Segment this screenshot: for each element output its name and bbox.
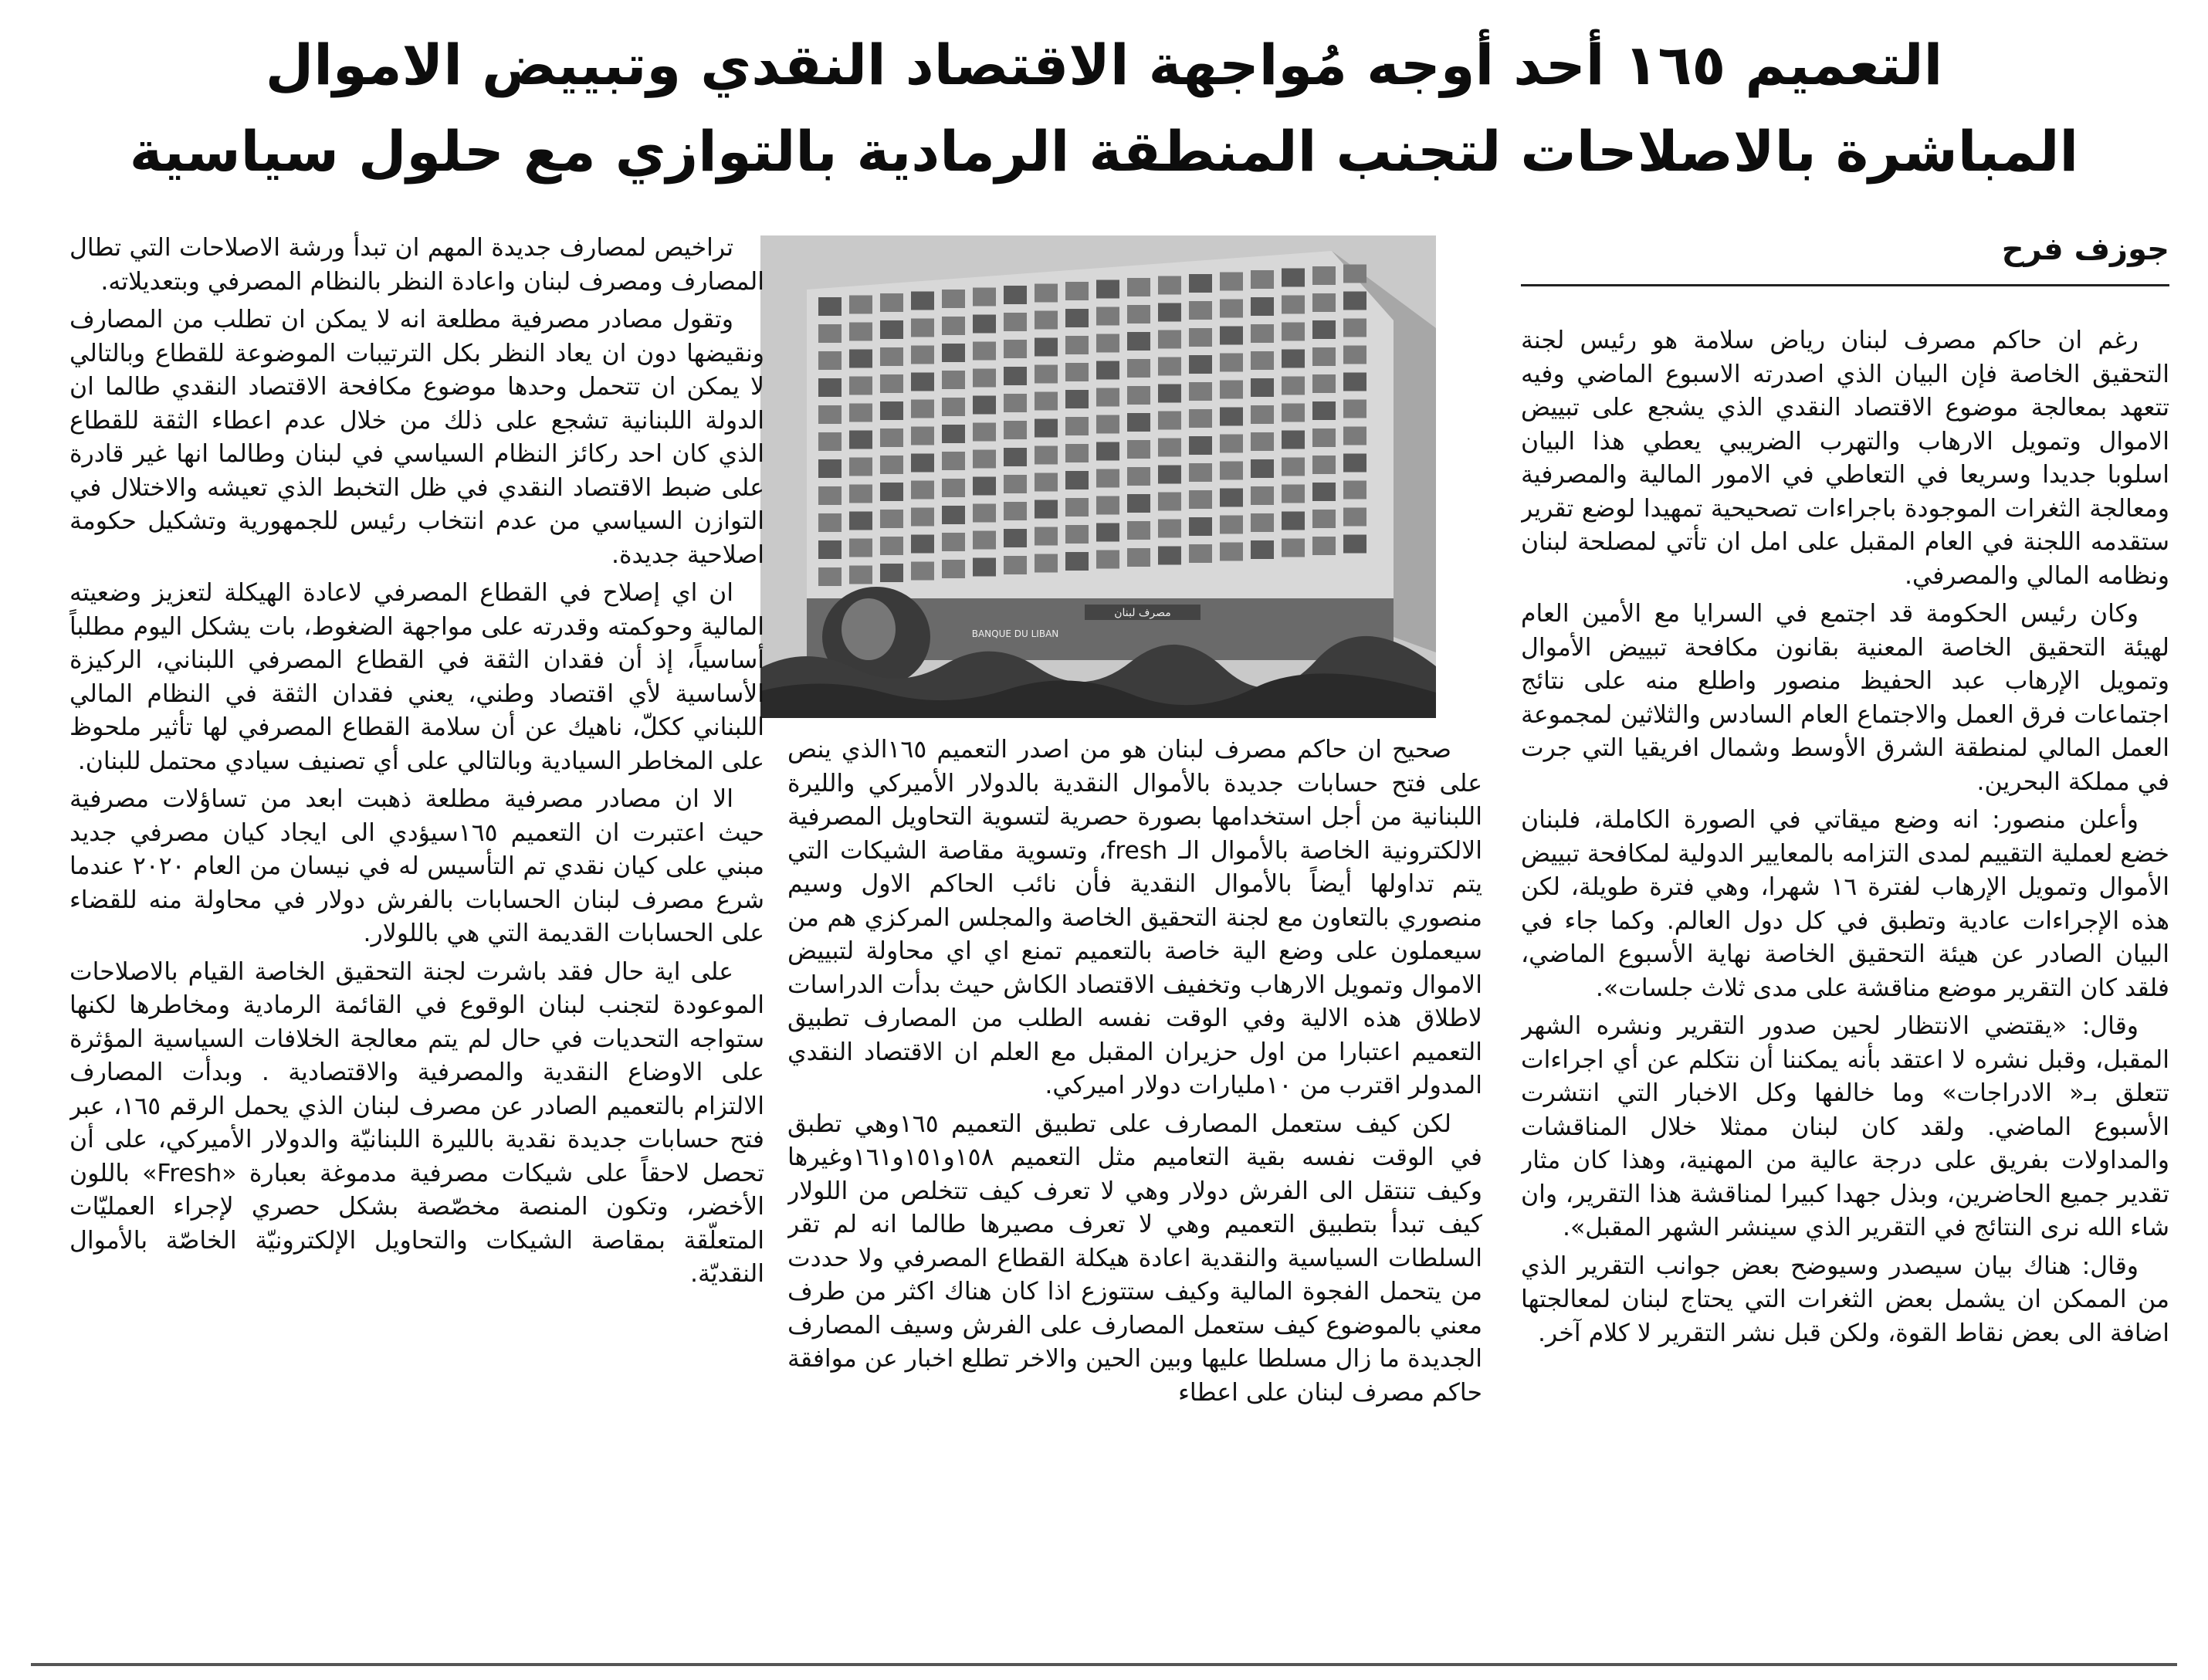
building-window xyxy=(1343,265,1366,283)
building-window xyxy=(1312,266,1336,285)
building-window xyxy=(942,479,965,497)
building-window xyxy=(1035,392,1058,411)
building-window xyxy=(1343,508,1366,527)
building-window xyxy=(1127,548,1150,567)
building-window xyxy=(942,533,965,551)
building-window xyxy=(1312,347,1336,366)
building-window xyxy=(1065,336,1089,354)
building-window xyxy=(880,564,903,582)
banque-du-liban-building-photo xyxy=(760,235,1436,718)
building-window xyxy=(1220,327,1243,345)
building-window xyxy=(1282,404,1305,422)
building-window xyxy=(973,558,996,577)
building-window xyxy=(1312,537,1336,555)
building-window xyxy=(973,342,996,361)
building-window xyxy=(1127,386,1150,405)
building-window xyxy=(1096,496,1119,515)
building-sign-french: BANQUE DU LIBAN xyxy=(971,628,1059,639)
building-window xyxy=(911,292,934,310)
building-window xyxy=(1065,282,1089,300)
building-window xyxy=(1312,293,1336,312)
building-window xyxy=(1189,436,1212,455)
paragraph: صحيح ان حاكم مصرف لبنان هو من اصدر التعميم ١٦٥الذي ينص على فتح حسابات جديدة بالأموال النقدية بالدولار الأميركي والليرة اللبنانية من أجل استخدامها بصورة حصرية لتسوية التحاويل المصرفية الالكترونية الخاصة بالأموال الـ fresh، وتسوية مقاصة الشيكات التي يتم تداولها أيضاً بالأموال النقدية فأن نائب الحاكم الاول وسيم منصوري بالتعاون مع لجنة التحقيق الخاصة والمجلس المركزي هم من سيعملون على وضع الية خاصة بالتعميم تمنع اي اي محاولة لتبييض الاموال وتمويل الارهاب وتخفيف الاقتصاد الكاش حيث بدأت الدراسات لاطلاق هذه الالية وفي الوقت نفسه الطلب من المصارف تطبيق التعميم اعتبارا من اول حزيران المقبل مع العلم ان الاقتصاد النقدي المدولر اقترب من ١٠مليارات دولار اميركي. xyxy=(787,736,1482,1099)
building-window xyxy=(1127,440,1150,459)
paragraph: وأعلن منصور: انه وضع ميقاتي في الصورة الكاملة، فلبنان خضع لعملية التقييم لمدى التزامه بالمعايير الدولية لمكافحة تبييض الأموال وتمويل الإرهاب لفترة ١٦ شهرا، وهي فترة طويلة، لكن هذه الإجراءات عادية وتطبق في كل دول العالم. وكما جاء في البيان الصادر عن هيئة التحقيق الخاصة نهاية الأسبوع الماضي، فلقد كان التقرير موضع مناقشة على مدى ثلاث جلسات». xyxy=(1521,806,2169,1002)
building-window xyxy=(1282,431,1305,449)
building-window xyxy=(942,398,965,416)
building-window xyxy=(880,483,903,501)
building-window xyxy=(1189,328,1212,347)
building-window xyxy=(1035,446,1058,465)
building-window xyxy=(1096,469,1119,488)
building-window xyxy=(1251,297,1274,316)
building-window xyxy=(1158,276,1181,295)
paragraph: وتقول مصادر مصرفية مطلعة انه لا يمكن ان تطلب من المصارف ونقيضها دون ان يعاد النظر بكل الترتيبات الموضوعة للقطاع وبالتالي لا يمكن ان تتحمل وحدها موضوع مكافحة الاقتصاد النقدي طالما ان الدولة اللبنانية تشجع على ذلك من خلال عدم اعطاء الثقة للقطاع الذي كان احد ركائز النظام السياسي في لبنان وطالما انها غير قادرة على ضبط الاقتصاد النقدي في ظل التخبط الذي تعيشه والاختلال في التوازن السياسي من عدم انتخاب رئيس للجمهورية وتشكيل حكومة اصلاحية جديدة. xyxy=(69,306,764,569)
building-window xyxy=(942,425,965,443)
building-window xyxy=(1065,444,1089,462)
headline-line-1: التعميم ١٦٥ أحد أوجه مُواجهة الاقتصاد النقدي وتبييض الاموال xyxy=(265,32,1943,97)
building-window xyxy=(880,320,903,339)
building-window xyxy=(1004,313,1027,331)
building-window xyxy=(1220,381,1243,399)
building-window xyxy=(1220,408,1243,426)
building-window xyxy=(1035,419,1058,438)
building-window xyxy=(942,452,965,470)
building-window xyxy=(1220,462,1243,480)
building-window xyxy=(1004,475,1027,493)
building-window xyxy=(1220,543,1243,561)
building-window xyxy=(1312,320,1336,339)
building-window xyxy=(942,317,965,335)
building-window xyxy=(1343,535,1366,554)
building-window xyxy=(973,477,996,496)
building-window xyxy=(1158,466,1181,484)
building-window xyxy=(1282,377,1305,395)
building-window xyxy=(1158,384,1181,403)
paragraph: وقال: «يقتضي الانتظار لحين صدور التقرير ونشره الشهر المقبل، وقبل نشره لا اعتقد بأنه يمكننا أن نتكلم عن أي اجراءات تتعلق بـ« الادراجات» وما خالفها وكل الاخبار التي انتشرت الأسبوع الماضي. ولقد كان لبنان ممثلا خلال المناقشات والمداولات بفريق على درجة عالية من المهنية، وهذا كان مثار تقدير جميع الحاضرين، وبذل جهدا كبيرا لمناقشة هذا التقرير، وان شاء الله نرى النتائج في التقرير الذي سينشر الشهر المقبل». xyxy=(1521,1012,2169,1241)
building-window xyxy=(1343,427,1366,445)
building-window xyxy=(1158,493,1181,511)
building-window xyxy=(1220,273,1243,291)
headline-line-2: المباشرة بالاصلاحات لتجنب المنطقة الرمادية بالتوازي مع حلول سياسية xyxy=(129,119,2079,184)
building-window xyxy=(818,432,842,451)
building-window xyxy=(1127,359,1150,378)
building-window xyxy=(849,431,872,449)
building-window xyxy=(1158,330,1181,349)
building-window xyxy=(880,293,903,312)
building-window xyxy=(1096,280,1119,299)
building-window xyxy=(1127,332,1150,351)
building-window xyxy=(1035,500,1058,519)
building-window xyxy=(1220,354,1243,372)
building-window xyxy=(818,540,842,559)
building-window xyxy=(1282,485,1305,503)
building-window xyxy=(1096,415,1119,434)
building-window xyxy=(1189,517,1212,536)
building-window xyxy=(849,566,872,584)
building-window xyxy=(1343,400,1366,418)
building-window xyxy=(1127,278,1150,296)
paragraph: وقال: هناك بيان سيصدر وسيوضح بعض جوانب التقرير الذي من الممكن ان يشمل بعض الثغرات التي يحتاج لبنان لمعالجتها اضافة الى بعض نقاط القوة، ولكن قبل نشر التقرير لا كلام آخر. xyxy=(1521,1252,2169,1347)
building-window xyxy=(880,347,903,366)
building-window xyxy=(1251,540,1274,559)
building-window xyxy=(1251,459,1274,478)
paragraph: وكان رئيس الحكومة قد اجتمع في السرايا مع الأمين العام لهيئة التحقيق الخاصة المعنية بقانون مكافحة تبييض الأموال وتمويل الإرهاب عبد الحفيظ منصور واطلع منه على نتائج اجتماعات فرق العمل والاجتماع العام السادس والثلاثين لمجموعة العمل المالي لمنطقة الشرق الأوسط وشمال افريقيا التي جرت في مملكة البحرين. xyxy=(1521,600,2169,796)
building-window xyxy=(1220,435,1243,453)
building-window xyxy=(1065,309,1089,327)
building-window xyxy=(849,377,872,395)
building-window xyxy=(1127,494,1150,513)
building-window xyxy=(1312,428,1336,447)
building-window xyxy=(818,513,842,532)
building-window xyxy=(973,423,996,442)
building-window xyxy=(1035,311,1058,330)
building-window xyxy=(1158,357,1181,376)
building-window xyxy=(1312,456,1336,474)
building-window xyxy=(1282,512,1305,530)
building-window xyxy=(1127,305,1150,323)
building-window xyxy=(911,400,934,418)
building-window xyxy=(1004,286,1027,304)
building-window xyxy=(1004,394,1027,412)
building-window xyxy=(1251,351,1274,370)
building-window xyxy=(911,427,934,445)
building-window xyxy=(911,562,934,581)
building-window xyxy=(942,290,965,308)
headline xyxy=(93,22,2115,195)
building-window xyxy=(1189,409,1212,428)
building-window xyxy=(1220,300,1243,318)
building-window xyxy=(1035,338,1058,357)
building-window xyxy=(849,485,872,503)
building-window xyxy=(973,531,996,550)
building-window xyxy=(1035,554,1058,573)
building-window xyxy=(1282,458,1305,476)
building-window xyxy=(1158,412,1181,430)
building-window xyxy=(849,512,872,530)
building-window xyxy=(1035,527,1058,546)
building-window xyxy=(973,369,996,388)
page-bottom-rule xyxy=(31,1663,2177,1666)
building-window xyxy=(880,401,903,420)
paragraph: ان اي إصلاح في القطاع المصرفي لاعادة الهيكلة لتعزيز وضعيته المالية وحوكمته وقدرته على مواجهة الضغوط، بات يشكل اليوم مطلباً أساسياً، إذ أن فقدان الثقة في القطاع المصرفي اللبناني، الركيزة الأساسية لأي اقتصاد وطني، يعني فقدان الثقة في النظام المالي اللبناني ككلّ، ناهيك عن أن سلامة القطاع المصرفي لها تأثير ملحوظ على المخاطر السيادية وبالتالي على أي تصنيف سيادي محتمل للبنان. xyxy=(69,579,764,775)
building-window xyxy=(942,560,965,578)
building-window xyxy=(1282,350,1305,368)
byline: جوزف فرح xyxy=(2001,232,2169,267)
building-window xyxy=(880,456,903,474)
building-window xyxy=(1004,367,1027,385)
article-column-right xyxy=(1521,324,2169,1660)
building-window xyxy=(849,296,872,314)
building-window xyxy=(942,371,965,389)
building-window xyxy=(911,373,934,391)
building-window xyxy=(1065,525,1089,544)
building-sign: مصرف لبنان xyxy=(1114,607,1171,619)
building-window xyxy=(1282,539,1305,557)
building-window xyxy=(1035,473,1058,492)
building-window xyxy=(1096,388,1119,407)
building-window xyxy=(1127,467,1150,486)
article-column-middle xyxy=(787,733,1482,1660)
building-window xyxy=(1251,513,1274,532)
building-window xyxy=(1127,521,1150,540)
paragraph: تراخيص لمصارف جديدة المهم ان تبدأ ورشة الاصلاحات التي تطال المصارف ومصرف لبنان واعادة النظر بالنظام المصرفي وبتعديلاته. xyxy=(69,234,764,296)
building-window xyxy=(911,454,934,472)
building-window xyxy=(880,428,903,447)
building-window xyxy=(1251,270,1274,289)
building-window xyxy=(1096,361,1119,380)
building-window xyxy=(1343,319,1366,337)
building-window xyxy=(1065,417,1089,435)
building-window xyxy=(1189,274,1212,293)
building-window xyxy=(818,378,842,397)
building-window xyxy=(1158,520,1181,538)
building-window xyxy=(880,537,903,555)
building-window xyxy=(1065,390,1089,408)
building-window xyxy=(1065,363,1089,381)
building-window xyxy=(942,344,965,362)
building-window xyxy=(1189,463,1212,482)
building-window xyxy=(1220,489,1243,507)
building-window xyxy=(1189,301,1212,320)
building-window xyxy=(818,405,842,424)
building-window xyxy=(1312,374,1336,393)
building-window xyxy=(849,323,872,341)
building-window xyxy=(1343,373,1366,391)
building-window xyxy=(849,539,872,557)
paragraph: رغم ان حاكم مصرف لبنان رياض سلامة هو رئيس لجنة التحقيق الخاصة فإن البيان الذي اصدرته الاسبوع الماضي وفيه تتعهد بمعالجة موضوع الاقتصاد النقدي الذي يشجع على تبييض الاموال وتمويل الارهاب والتهرب الضريبي يعطي هذا البيان اسلوبا جديدا وسريعا في التعاطي في الامور المالية والمصرفية ومعالجة الثغرات الموجودة باجراءات تصحيحية تمهيدا لوضع تقرير ستقدمه اللجنة في العام المقبل على امل ان تأتي لمصلحة لبنان ونظامه المالي والمصرفي. xyxy=(1521,327,2169,590)
building-window xyxy=(973,450,996,469)
building-window xyxy=(1189,490,1212,509)
building-window xyxy=(1343,454,1366,472)
building-window xyxy=(818,297,842,316)
building-window xyxy=(1065,498,1089,517)
building-window xyxy=(1251,486,1274,505)
building-window xyxy=(1189,355,1212,374)
building-window xyxy=(1220,516,1243,534)
building-window xyxy=(1158,303,1181,322)
building-window xyxy=(1282,269,1305,287)
building-window xyxy=(973,396,996,415)
building-window xyxy=(1158,547,1181,565)
building-window xyxy=(1189,544,1212,563)
building-window xyxy=(849,458,872,476)
building-window xyxy=(973,288,996,307)
building-window xyxy=(1096,523,1119,542)
building-window xyxy=(1251,405,1274,424)
building-window xyxy=(818,351,842,370)
building-window xyxy=(1343,481,1366,500)
building-window xyxy=(1096,442,1119,461)
building-window xyxy=(1343,346,1366,364)
building-window xyxy=(1096,334,1119,353)
building-window xyxy=(911,508,934,527)
building-window xyxy=(911,535,934,554)
building-illustration xyxy=(760,235,1436,718)
building-window xyxy=(849,350,872,368)
building-window xyxy=(1251,432,1274,451)
building-window xyxy=(818,459,842,478)
building-window xyxy=(880,510,903,528)
building-window xyxy=(1004,448,1027,466)
building-window xyxy=(1035,365,1058,384)
building-window xyxy=(1312,510,1336,528)
building-window xyxy=(1251,378,1274,397)
building-window xyxy=(1004,421,1027,439)
building-window xyxy=(911,481,934,500)
building-window xyxy=(1127,413,1150,432)
building-window xyxy=(942,506,965,524)
paragraph: لكن كيف ستعمل المصارف على تطبيق التعميم ١٦٥وهي تطبق في الوقت نفسه بقية التعاميم مثل التعميم ١٥٨و١٥١و١٦١وغيرها وكيف تنتقل الى الفرش دولار وهي لا تعرف كيف تتخلص من اللولار كيف تبدأ بتطبيق التعميم وهي لا تعرف مصيرها طالما انه لم تقر السلطات السياسية والنقدية اعادة هيكلة القطاع المصرفي ولا حددت من يتحمل الفجوة المالية وكيف ستتوزع اذا كان هناك اكثر من طرف معني بالموضوع كيف ستعمل المصارف على الفرش وسيف المصارف الجديدة ما زال مسلطا عليها وبين الحين والاخر تطلع اخبار عن موافقة حاكم مصرف لبنان على اعطاء xyxy=(787,1109,1482,1407)
building-window xyxy=(1282,296,1305,314)
paragraph: على اية حال فقد باشرت لجنة التحقيق الخاصة القيام بالاصلاحات الموعودة لتجنب لبنان الوقوع في القائمة الرمادية ومخاطرها لكنها ستواجه التحديات في حال لم يتم معالجة الخلافات السياسية المؤثرة على الاوضاع النقدية والمصرفية والاقتصادية . وبدأت المصارف الالتزام بالتعميم الصادر عن مصرف لبنان الذي يحمل الرقم ١٦٥، عبر فتح حسابات جديدة نقدية بالليرة اللبنانيّة والدولار الأميركي، على أن تحصل لاحقاً على شيكات مصرفية مدموغة بعبارة «Fresh» باللون الأخضر، وتكون المنصة مخصّصة بشكل حصري لإجراء العمليّات المتعلّقة بمقاصة الشيكات والتحاويل الإلكترونيّة الخاصّة بالأموال النقديّة. xyxy=(69,957,764,1288)
building-window xyxy=(1035,284,1058,303)
building-window xyxy=(973,504,996,523)
building-window xyxy=(1004,340,1027,358)
building-window xyxy=(1096,550,1119,569)
building-window xyxy=(880,374,903,393)
building-window xyxy=(911,319,934,337)
building-window xyxy=(1004,529,1027,547)
building-window xyxy=(1312,401,1336,420)
building-window xyxy=(1096,307,1119,326)
building-window xyxy=(849,404,872,422)
building-window xyxy=(1189,382,1212,401)
building-window xyxy=(818,486,842,505)
building-window xyxy=(818,567,842,586)
building-window xyxy=(911,346,934,364)
building-window xyxy=(818,324,842,343)
article-column-left xyxy=(69,232,764,1660)
byline-divider xyxy=(1521,284,2169,286)
building-window xyxy=(1251,324,1274,343)
building-window xyxy=(973,315,996,334)
building-window xyxy=(1312,483,1336,501)
building-window xyxy=(1065,552,1089,571)
building-window xyxy=(1343,292,1366,310)
building-window xyxy=(1158,439,1181,457)
building-window xyxy=(1282,323,1305,341)
paragraph: الا ان مصادر مصرفية مطلعة ذهبت ابعد من تساؤلات مصرفية حيث اعتبرت ان التعميم ١٦٥سيؤدي الى ايجاد كيان مصرفي جديد مبني على كيان نقدي تم التأسيس له في نيسان من العام ٢٠٢٠ عندما شرع مصرف لبنان الحسابات بالفرش دولار في محاولة منه للقضاء على الحسابات القديمة التي هي باللولار. xyxy=(69,785,764,947)
building-window xyxy=(1004,556,1027,574)
building-window xyxy=(1065,471,1089,489)
building-window xyxy=(1004,502,1027,520)
